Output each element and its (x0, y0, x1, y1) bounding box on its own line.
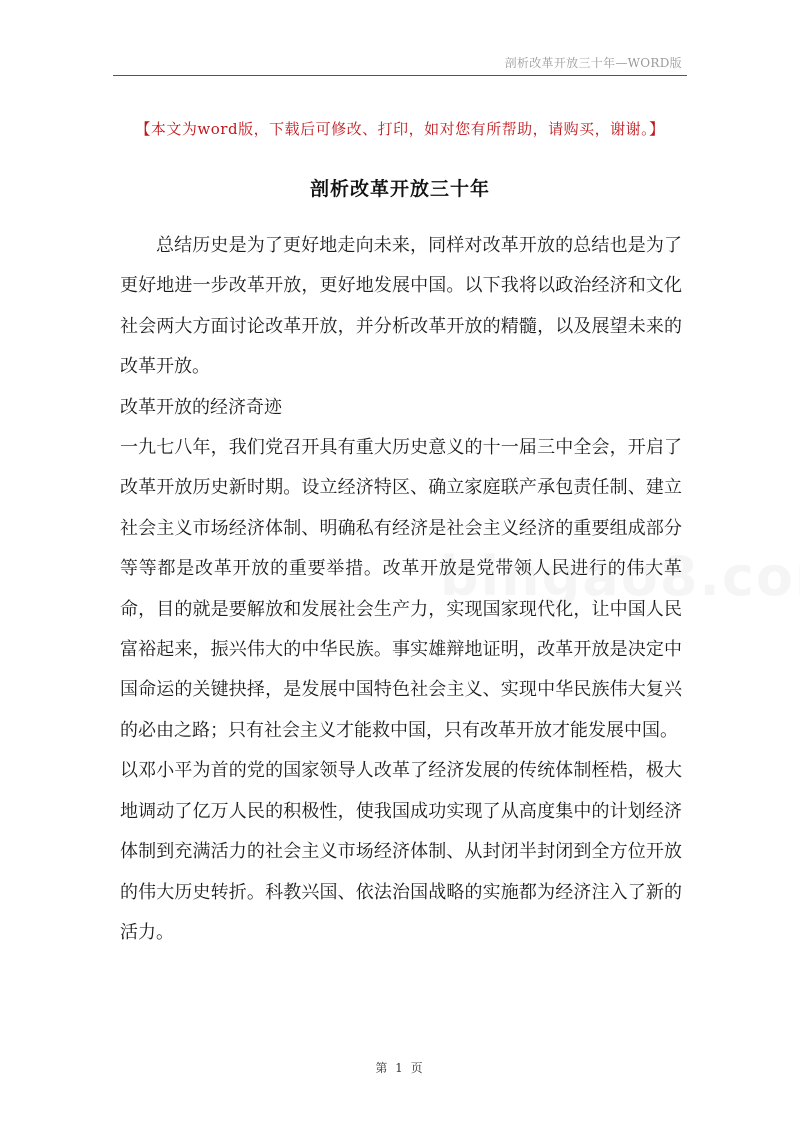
body-paragraph: 以邓小平为首的党的国家领导人改革了经济发展的传统体制桎梏，极大地调动了亿万人民的积极性，使我国成功实现了从高度集中的计划经济体制到充满活力的社会主义市场经济体制、从封闭半封闭到全方位开放的伟大历史转折。科教兴国、依法治国战略的实施都为经济注入了新的活力。 (120, 760, 682, 943)
running-header: 剖析改革开放三十年—WORD版 (504, 56, 682, 70)
page-number: 第 1 页 (375, 1061, 425, 1075)
body-paragraph: 一九七八年，我们党召开具有重大历史意义的十一届三中全会，开启了改革开放历史新时期。设立经济特区、确立家庭联产承包责任制、建立社会主义市场经济体制、明确私有经济是社会主义经济的重要组成部分等等都是改革开放的重要举措。改革开放是党带领人民进行的伟大革命，目的就是要解放和发展社会生产力，实现国家现代化，让中国人民富裕起来，振兴伟大的中华民族。事实雄辩地证明，改革开放是决定中国命运的关键抉择，是发展中国特色社会主义、实现中华民族伟大复兴的必由之路；只有社会主义才能救中国，只有改革开放才能发展中国。 (120, 437, 682, 741)
document-body (120, 226, 682, 953)
section-heading: 改革开放的经济奇迹 (120, 396, 282, 418)
purchase-notice: 【本文为word版，下载后可修改、打印，如对您有所帮助，请购买，谢谢。】 (135, 120, 665, 138)
document-title: 剖析改革开放三十年 (309, 178, 490, 200)
intro-paragraph: 总结历史是为了更好地走向未来，同样对改革开放的总结也是为了更好地进一步改革开放，更好地发展中国。以下我将以政治经济和文化社会两大方面讨论改革开放，并分析改革开放的精髓，以及展望未来的改革开放。 (120, 235, 682, 378)
header-divider (113, 75, 687, 76)
